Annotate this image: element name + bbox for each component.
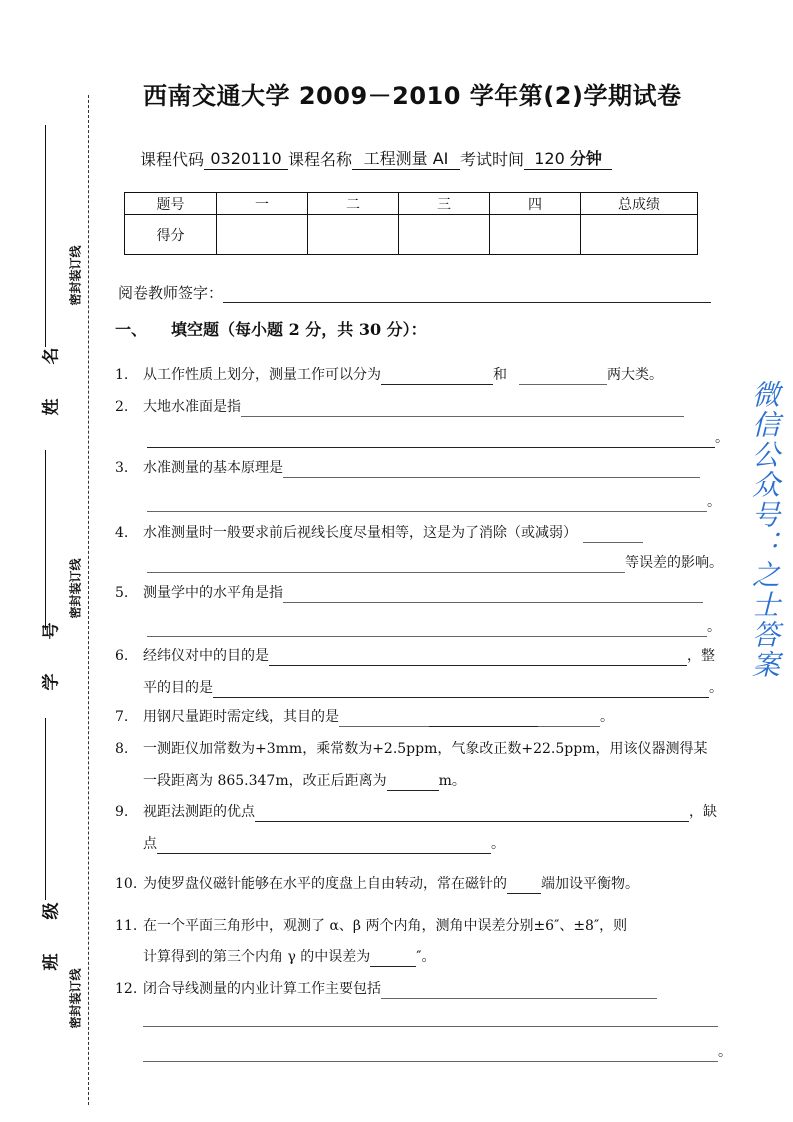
- score-header: 四: [490, 193, 581, 215]
- question-6: [115, 646, 715, 666]
- question-text: 视距法测距的优点: [143, 804, 255, 820]
- question-text: m。: [438, 773, 466, 789]
- question-text: 。: [707, 494, 721, 510]
- question-1: [115, 365, 663, 385]
- score-header: 总成绩: [581, 193, 698, 215]
- question-9: [115, 802, 717, 822]
- question-11: [115, 916, 627, 936]
- question-text: 。: [491, 836, 505, 852]
- question-text: 端加设平衡物。: [541, 876, 639, 892]
- answer-blank[interactable]: [370, 952, 416, 967]
- course-info: [140, 147, 612, 170]
- question-12: [115, 979, 657, 999]
- question-text: 闭合导线测量的内业计算工作主要包括: [143, 981, 381, 997]
- answer-blank[interactable]: [241, 402, 684, 417]
- question-text: 平的目的是: [143, 680, 213, 696]
- watermark: 微信公众号：之士答案: [748, 380, 781, 680]
- exam-time-value: 120: [534, 149, 565, 168]
- exam-title: 西南交通大学 2009－2010 学年第(2)学期试卷: [143, 82, 682, 110]
- question-number: 4.: [115, 525, 129, 541]
- question-text: 等误差的影响。: [625, 555, 723, 571]
- answer-blank[interactable]: [255, 807, 689, 822]
- answer-blank[interactable]: [147, 558, 625, 573]
- grader-signature: [118, 283, 711, 303]
- question-text: ，整: [687, 648, 715, 664]
- question-number: 11.: [115, 918, 138, 934]
- answer-blank[interactable]: [147, 433, 715, 448]
- question-text: 测量学中的水平角是指: [143, 585, 283, 601]
- answer-blank[interactable]: [143, 1047, 718, 1062]
- question-9-continued: [143, 834, 505, 854]
- seal-line-text: 密封装订线: [68, 968, 83, 1029]
- name-label: 姓 名: [41, 333, 62, 416]
- course-code-label: 课程代码: [140, 150, 205, 169]
- exam-time: [524, 149, 612, 170]
- answer-blank[interactable]: [387, 776, 439, 791]
- question-number: 3.: [115, 460, 129, 476]
- question-text: ″。: [416, 949, 436, 965]
- binding-dashed-line: [88, 95, 89, 1105]
- question-5-continued: [147, 617, 721, 637]
- question-number: 12.: [115, 981, 138, 997]
- question-8: [115, 739, 707, 759]
- question-number: 9.: [115, 804, 129, 820]
- grader-signature-blank[interactable]: [223, 288, 711, 303]
- question-number: 7.: [115, 709, 129, 725]
- score-header: 三: [399, 193, 490, 215]
- exam-time-label: 考试时间: [460, 150, 525, 169]
- score-cell[interactable]: [308, 215, 399, 255]
- class-field-line[interactable]: [45, 718, 46, 900]
- question-3: [115, 458, 700, 478]
- exam-time-unit: 分钟: [569, 149, 602, 168]
- question-3-continued: [147, 492, 721, 512]
- question-text: 用钢尺量距时需定线，其目的是: [143, 709, 339, 725]
- answer-blank[interactable]: [429, 712, 538, 727]
- answer-blank[interactable]: [213, 683, 709, 698]
- score-cell[interactable]: [490, 215, 581, 255]
- course-name-label: 课程名称: [288, 150, 353, 169]
- answer-blank[interactable]: [381, 370, 493, 385]
- question-number: 6.: [115, 648, 129, 664]
- answer-blank[interactable]: [147, 622, 707, 637]
- answer-blank[interactable]: [381, 984, 657, 999]
- question-number: 10.: [115, 876, 138, 892]
- question-text: 水准测量时一般要求前后视线长度尽量相等，这是为了消除（或减弱）: [143, 525, 577, 541]
- answer-blank[interactable]: [143, 1012, 718, 1027]
- answer-blank[interactable]: [339, 712, 429, 727]
- course-name: 工程测量 AI: [352, 149, 460, 170]
- answer-blank[interactable]: [269, 651, 687, 666]
- answer-blank[interactable]: [157, 839, 491, 854]
- question-text: 大地水准面是指: [143, 399, 241, 415]
- question-text: 计算得到的第三个内角 γ 的中误差为: [143, 949, 371, 965]
- question-text: 两大类。: [607, 367, 663, 383]
- question-8-continued: [143, 771, 466, 791]
- question-number: 2.: [115, 399, 129, 415]
- question-text: 。: [709, 680, 723, 696]
- seal-line-text: 密封装订线: [68, 245, 83, 306]
- score-table: [124, 192, 698, 255]
- score-header: 题号: [125, 193, 217, 215]
- question-4: [115, 523, 643, 543]
- answer-blank[interactable]: [507, 879, 541, 894]
- score-header: 一: [217, 193, 308, 215]
- score-cell[interactable]: [399, 215, 490, 255]
- question-text: 。: [600, 709, 614, 725]
- question-text: 经纬仪对中的目的是: [143, 648, 269, 664]
- grader-label: 阅卷教师签字：: [118, 284, 224, 302]
- answer-blank[interactable]: [519, 370, 607, 385]
- section-heading: [115, 317, 427, 340]
- question-2: [115, 397, 684, 417]
- question-4-continued: [147, 553, 723, 573]
- seal-line-text: 密封装订线: [68, 558, 83, 619]
- answer-blank[interactable]: [538, 712, 600, 727]
- question-text: 一测距仪加常数为+3mm，乘常数为+2.5ppm，气象改正数+22.5ppm，用该仪器测得某: [143, 741, 708, 757]
- student-id-field-line[interactable]: [45, 450, 46, 630]
- question-5: [115, 583, 703, 603]
- question-text: 从工作性质上划分，测量工作可以分为: [143, 367, 381, 383]
- question-10: [115, 874, 639, 894]
- question-text: 点: [143, 836, 157, 852]
- score-row-label: 得分: [125, 215, 217, 255]
- question-6-continued: [143, 678, 723, 698]
- score-header: 二: [308, 193, 399, 215]
- score-cell[interactable]: [217, 215, 308, 255]
- question-text: 。: [707, 619, 721, 635]
- question-number: 5.: [115, 585, 129, 601]
- question-number: 8.: [115, 741, 129, 757]
- question-text: 和: [493, 367, 507, 383]
- question-2-continued: [147, 428, 729, 448]
- question-text: 水准测量的基本原理是: [143, 460, 283, 476]
- question-text: 一段距离为 865.347m，改正后距离为: [143, 773, 387, 789]
- score-cell[interactable]: [581, 215, 698, 255]
- question-number: 1.: [115, 367, 129, 383]
- answer-blank[interactable]: [283, 463, 700, 478]
- question-12-line-2: [143, 1012, 718, 1027]
- question-text: 。: [718, 1044, 732, 1060]
- question-text: 在一个平面三角形中，观测了 α、β 两个内角，测角中误差分别±6″、±8″，则: [143, 918, 628, 934]
- name-field-line[interactable]: [45, 125, 46, 347]
- question-11-continued: [143, 947, 436, 967]
- class-label: 班 级: [41, 888, 62, 971]
- course-code: 0320110: [204, 149, 288, 170]
- student-id-label: 学 号: [41, 608, 62, 691]
- question-text: ，缺: [689, 804, 717, 820]
- question-text: 。: [715, 430, 729, 446]
- question-12-line-3: [143, 1042, 732, 1062]
- answer-blank[interactable]: [283, 588, 703, 603]
- section-title: 填空题（每小题 2 分，共 30 分）：: [171, 320, 427, 339]
- section-number: 一、: [115, 320, 148, 339]
- answer-blank[interactable]: [583, 528, 643, 543]
- question-7: [115, 707, 614, 727]
- question-text: 为使罗盘仪磁针能够在水平的度盘上自由转动，常在磁针的: [143, 876, 507, 892]
- answer-blank[interactable]: [147, 497, 707, 512]
